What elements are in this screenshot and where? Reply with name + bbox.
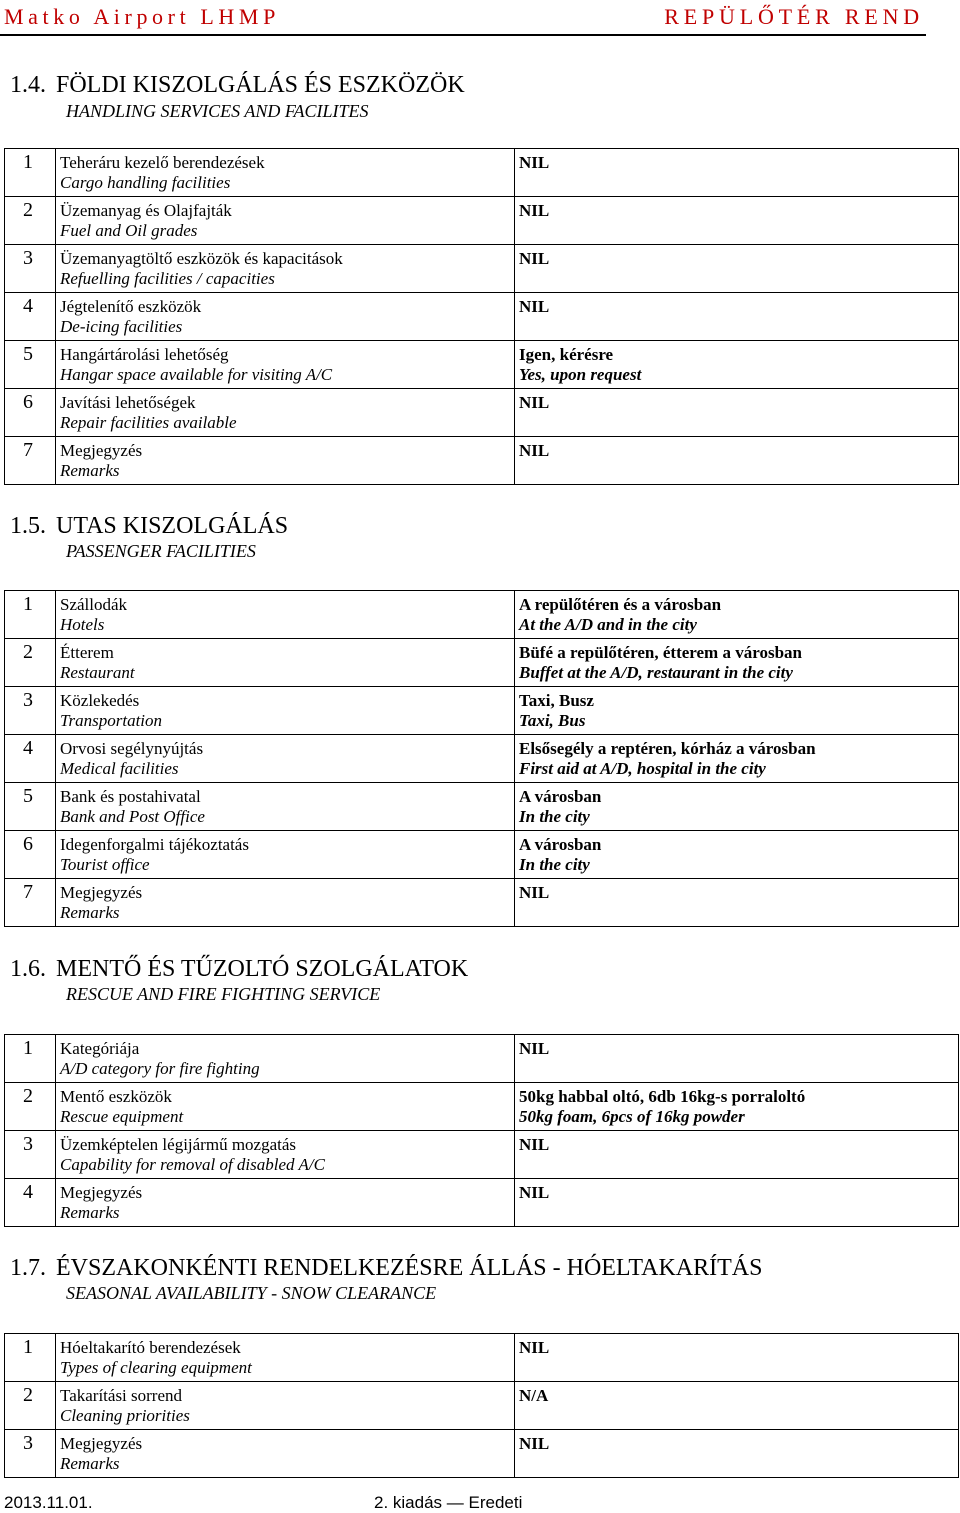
table-row xyxy=(5,879,959,927)
row-number: 2 xyxy=(23,1384,33,1406)
item-value-en: At the A/D and in the city xyxy=(519,615,697,634)
item-label-cell xyxy=(56,879,515,927)
section-subtitle-1-5: PASSENGER FACILITIES xyxy=(66,541,256,561)
item-label-cell xyxy=(56,735,515,783)
item-value-hu: NIL xyxy=(519,441,550,460)
item-label-en: Hangar space available for visiting A/C xyxy=(60,365,333,384)
item-value-cell xyxy=(515,197,959,245)
row-number: 3 xyxy=(23,247,33,269)
table-row xyxy=(5,197,959,245)
item-value-hu: NIL xyxy=(519,201,550,220)
row-number: 1 xyxy=(23,1037,33,1059)
item-label-cell xyxy=(56,1179,515,1227)
section-heading: FÖLDI KISZOLGÁLÁS ÉS ESZKÖZÖK xyxy=(56,72,465,98)
item-value-hu: A városban xyxy=(519,787,602,806)
item-label-hu: Szállodák xyxy=(60,595,128,614)
item-label-en: Remarks xyxy=(60,903,120,922)
item-label-cell xyxy=(56,245,515,293)
section-title-1-4 xyxy=(10,72,465,99)
item-label-hu: Üzemanyag és Olajfajták xyxy=(60,201,232,220)
item-value-en: In the city xyxy=(519,807,590,826)
item-label-cell xyxy=(56,1035,515,1083)
row-number-cell xyxy=(5,1179,56,1227)
item-value-hu: NIL xyxy=(519,249,550,268)
table-row xyxy=(5,591,959,639)
item-label-en: Remarks xyxy=(60,1203,120,1222)
item-label-hu: Megjegyzés xyxy=(60,1183,143,1202)
item-value-hu: NIL xyxy=(519,883,550,902)
item-label-cell xyxy=(56,1430,515,1478)
item-label-cell xyxy=(56,639,515,687)
table-row xyxy=(5,1131,959,1179)
section-number: 1.4. xyxy=(10,72,46,98)
item-label-en: Types of clearing equipment xyxy=(60,1358,252,1377)
item-label-hu: Javítási lehetőségek xyxy=(60,393,196,412)
item-label-en: Remarks xyxy=(60,461,120,480)
item-label-en: Hotels xyxy=(60,615,105,634)
item-value-hu: NIL xyxy=(519,393,550,412)
item-value-hu: NIL xyxy=(519,1039,550,1058)
table-row xyxy=(5,1334,959,1382)
item-label-en: Repair facilities available xyxy=(60,413,237,432)
item-label-en: Transportation xyxy=(60,711,163,730)
row-number-cell xyxy=(5,639,56,687)
section-heading: MENTŐ ÉS TŰZOLTÓ SZOLGÁLATOK xyxy=(56,956,469,982)
row-number: 4 xyxy=(23,1181,33,1203)
section-subtitle-1-4: HANDLING SERVICES AND FACILITES xyxy=(66,101,369,121)
table-row xyxy=(5,1035,959,1083)
item-value-en: Taxi, Bus xyxy=(519,711,586,730)
item-value-cell xyxy=(515,437,959,485)
item-label-hu: Idegenforgalmi tájékoztatás xyxy=(60,835,249,854)
item-value-cell xyxy=(515,1035,959,1083)
item-label-hu: Étterem xyxy=(60,643,114,662)
item-label-en: Refuelling facilities / capacities xyxy=(60,269,275,288)
item-label-cell xyxy=(56,1131,515,1179)
row-number-cell xyxy=(5,341,56,389)
item-label-hu: Megjegyzés xyxy=(60,441,143,460)
row-number: 7 xyxy=(23,439,33,461)
row-number: 3 xyxy=(23,1133,33,1155)
item-label-cell xyxy=(56,341,515,389)
item-value-hu: 50kg habbal oltó, 6db 16kg-s porraloltó xyxy=(519,1087,806,1106)
item-value-hu: A városban xyxy=(519,835,602,854)
table-row xyxy=(5,831,959,879)
item-label-en: Cleaning priorities xyxy=(60,1406,190,1425)
footer-date: 2013.11.01. xyxy=(4,1493,93,1512)
item-value-cell xyxy=(515,341,959,389)
item-label-hu: Üzemképtelen légijármű mozgatás xyxy=(60,1135,297,1154)
item-value-cell xyxy=(515,1083,959,1131)
item-value-en: In the city xyxy=(519,855,590,874)
item-value-hu: Igen, kérésre xyxy=(519,345,614,364)
item-value-hu: NIL xyxy=(519,1338,550,1357)
table-row xyxy=(5,341,959,389)
row-number-cell xyxy=(5,735,56,783)
item-value-hu: NIL xyxy=(519,1135,550,1154)
table-row xyxy=(5,437,959,485)
item-label-cell xyxy=(56,783,515,831)
section-number: 1.7. xyxy=(10,1255,46,1281)
rescue-fire-table xyxy=(4,1034,959,1227)
row-number-cell xyxy=(5,293,56,341)
table-row xyxy=(5,149,959,197)
item-label-hu: Mentő eszközök xyxy=(60,1087,172,1106)
row-number-cell xyxy=(5,1334,56,1382)
table-row xyxy=(5,639,959,687)
item-value-cell xyxy=(515,1382,959,1430)
row-number-cell xyxy=(5,149,56,197)
table-row xyxy=(5,1083,959,1131)
item-label-en: Capability for removal of disabled A/C xyxy=(60,1155,325,1174)
passenger-facilities-table xyxy=(4,590,959,927)
item-label-cell xyxy=(56,687,515,735)
table-row xyxy=(5,1430,959,1478)
row-number: 6 xyxy=(23,833,33,855)
page-header xyxy=(0,0,960,34)
item-label-cell xyxy=(56,389,515,437)
item-label-hu: Bank és postahivatal xyxy=(60,787,201,806)
item-label-en: Restaurant xyxy=(60,663,135,682)
table-row xyxy=(5,1382,959,1430)
footer-edition: 2. kiadás — Eredeti xyxy=(374,1493,523,1512)
item-value-en: Buffet at the A/D, restaurant in the city xyxy=(519,663,793,682)
row-number: 1 xyxy=(23,593,33,615)
item-label-hu: Orvosi segélynyújtás xyxy=(60,739,204,758)
row-number-cell xyxy=(5,831,56,879)
header-rule xyxy=(0,34,926,36)
row-number-cell xyxy=(5,437,56,485)
row-number: 5 xyxy=(23,785,33,807)
item-value-cell xyxy=(515,1131,959,1179)
item-label-hu: Üzemanyagtöltő eszközök és kapacitások xyxy=(60,249,343,268)
row-number: 3 xyxy=(23,1432,33,1454)
section-title-1-5 xyxy=(10,513,288,540)
row-number-cell xyxy=(5,1083,56,1131)
row-number-cell xyxy=(5,1035,56,1083)
item-label-hu: Megjegyzés xyxy=(60,1434,143,1453)
section-title-1-6 xyxy=(10,956,468,983)
item-label-hu: Kategóriája xyxy=(60,1039,140,1058)
item-label-cell xyxy=(56,197,515,245)
table-row xyxy=(5,783,959,831)
section-heading: ÉVSZAKONKÉNTI RENDELKEZÉSRE ÁLLÁS - HÓELTAKARÍTÁS xyxy=(56,1255,763,1281)
row-number: 1 xyxy=(23,1336,33,1358)
item-label-hu: Hangártárolási lehetőség xyxy=(60,345,229,364)
item-value-cell xyxy=(515,245,959,293)
header-airport: Matko Airport LHMP xyxy=(4,4,280,29)
item-label-cell xyxy=(56,831,515,879)
section-heading: UTAS KISZOLGÁLÁS xyxy=(56,513,289,539)
row-number-cell xyxy=(5,197,56,245)
item-label-cell xyxy=(56,149,515,197)
item-label-hu: Hóeltakarító berendezések xyxy=(60,1338,241,1357)
row-number: 7 xyxy=(23,881,33,903)
item-value-hu: Elsősegély a reptéren, kórház a városban xyxy=(519,739,816,758)
item-value-hu: NIL xyxy=(519,297,550,316)
row-number: 4 xyxy=(23,295,33,317)
item-label-cell xyxy=(56,591,515,639)
row-number: 5 xyxy=(23,343,33,365)
table-row xyxy=(5,687,959,735)
item-label-cell xyxy=(56,293,515,341)
item-value-cell xyxy=(515,591,959,639)
item-label-en: Remarks xyxy=(60,1454,120,1473)
item-label-hu: Jégtelenítő eszközök xyxy=(60,297,202,316)
item-value-cell xyxy=(515,1334,959,1382)
row-number-cell xyxy=(5,389,56,437)
row-number-cell xyxy=(5,1131,56,1179)
handling-services-table xyxy=(4,148,959,485)
item-label-cell xyxy=(56,1083,515,1131)
item-label-cell xyxy=(56,437,515,485)
table-row xyxy=(5,245,959,293)
row-number-cell xyxy=(5,1430,56,1478)
item-value-cell xyxy=(515,149,959,197)
row-number: 4 xyxy=(23,737,33,759)
item-value-hu: Taxi, Busz xyxy=(519,691,594,710)
table-row xyxy=(5,1179,959,1227)
section-subtitle-1-6: RESCUE AND FIRE FIGHTING SERVICE xyxy=(66,984,381,1004)
item-value-hu: N/A xyxy=(519,1386,549,1405)
snow-clearance-table xyxy=(4,1333,959,1478)
row-number: 6 xyxy=(23,391,33,413)
item-value-hu: NIL xyxy=(519,1183,550,1202)
table-row xyxy=(5,389,959,437)
item-label-en: Fuel and Oil grades xyxy=(60,221,198,240)
item-label-hu: Közlekedés xyxy=(60,691,140,710)
item-value-hu: A repülőtéren és a városban xyxy=(519,595,722,614)
section-subtitle-1-7: SEASONAL AVAILABILITY - SNOW CLEARANCE xyxy=(66,1283,437,1303)
item-label-en: Bank and Post Office xyxy=(60,807,205,826)
section-number: 1.6. xyxy=(10,956,46,982)
section-number: 1.5. xyxy=(10,513,46,539)
item-label-cell xyxy=(56,1334,515,1382)
item-value-cell xyxy=(515,1430,959,1478)
item-label-en: A/D category for fire fighting xyxy=(60,1059,260,1078)
row-number-cell xyxy=(5,1382,56,1430)
item-value-cell xyxy=(515,1179,959,1227)
row-number-cell xyxy=(5,591,56,639)
item-value-hu: NIL xyxy=(519,1434,550,1453)
header-doc-title: REPÜLŐTÉR REND xyxy=(664,4,924,29)
item-label-hu: Teheráru kezelő berendezések xyxy=(60,153,265,172)
table-row xyxy=(5,735,959,783)
row-number-cell xyxy=(5,783,56,831)
item-label-en: Tourist office xyxy=(60,855,150,874)
item-value-en: First aid at A/D, hospital in the city xyxy=(519,759,766,778)
item-value-cell xyxy=(515,687,959,735)
row-number-cell xyxy=(5,687,56,735)
item-value-cell xyxy=(515,831,959,879)
row-number: 2 xyxy=(23,1085,33,1107)
row-number: 2 xyxy=(23,641,33,663)
item-value-cell xyxy=(515,783,959,831)
item-label-hu: Takarítási sorrend xyxy=(60,1386,183,1405)
row-number: 3 xyxy=(23,689,33,711)
section-title-1-7 xyxy=(10,1255,762,1282)
row-number: 1 xyxy=(23,151,33,173)
item-value-hu: NIL xyxy=(519,153,550,172)
item-value-cell xyxy=(515,735,959,783)
item-label-cell xyxy=(56,1382,515,1430)
item-value-cell xyxy=(515,293,959,341)
item-label-en: Medical facilities xyxy=(60,759,179,778)
item-label-en: Rescue equipment xyxy=(60,1107,184,1126)
row-number: 2 xyxy=(23,199,33,221)
item-value-cell xyxy=(515,879,959,927)
row-number-cell xyxy=(5,245,56,293)
item-label-en: Cargo handling facilities xyxy=(60,173,231,192)
item-value-cell xyxy=(515,639,959,687)
item-value-hu: Büfé a repülőtéren, étterem a városban xyxy=(519,643,802,662)
table-row xyxy=(5,293,959,341)
item-label-en: De-icing facilities xyxy=(60,317,183,336)
item-label-hu: Megjegyzés xyxy=(60,883,143,902)
item-value-cell xyxy=(515,389,959,437)
row-number-cell xyxy=(5,879,56,927)
item-value-en: 50kg foam, 6pcs of 16kg powder xyxy=(519,1107,745,1126)
item-value-en: Yes, upon request xyxy=(519,365,642,384)
